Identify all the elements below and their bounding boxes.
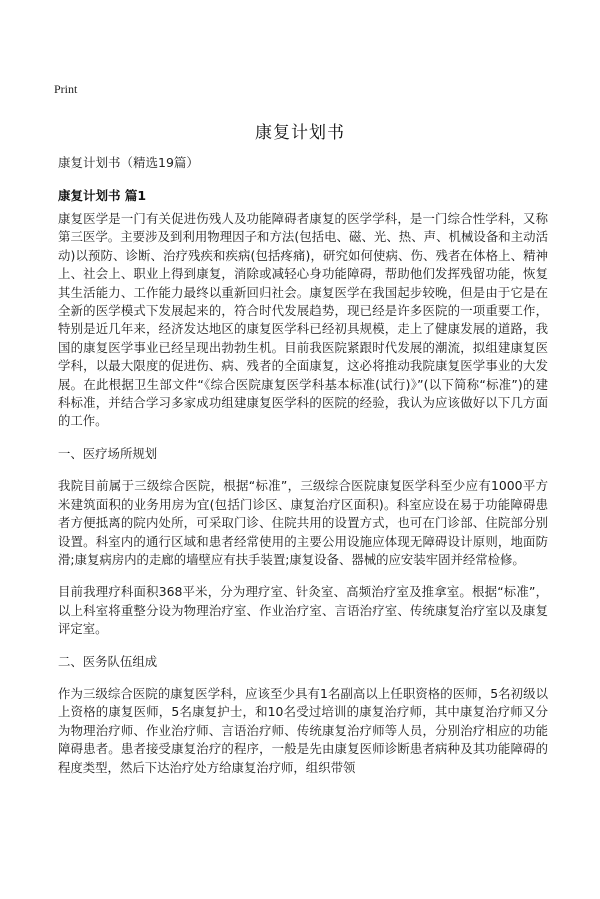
- document-body: [58, 210, 548, 791]
- document-subtitle: 康复计划书（精选19篇）: [58, 155, 199, 170]
- section-heading: 康复计划书 篇1: [58, 188, 147, 203]
- print-label: Print: [54, 82, 78, 96]
- heading-medical-site-planning: 一、医疗场所规划: [58, 445, 158, 461]
- paragraph-intro: 康复医学是一门有关促进伤残人及功能障碍者康复的医学学科，是一门综合性学科，又称第三医学。主要涉及到利用物理因子和方法(包括电、磁、光、热、声、机械设备和主动活动)以预防、诊断、治疗残疾和疾病(包括疼痛)，研究如何使病、伤、残者在体格上、精神上、社会上、职业上得到康复，消除或减轻心身功能障碍，帮助他们发挥残留功能，恢复其生活能力、工作能力最终以重新回归社会。康复医学在我国起步较晚，但是由于它是在全新的医学模式下发展起来的，符合时代发展趋势，现已经是许多医院的一项重要工作，特别是近几年来，经济发达地区的康复医学科已经初具规模，走上了健康发展的道路，我国的康复医学事业已经呈现出勃勃生机。目前我医院紧跟时代发展的潮流，拟组建康复医学科，以最大限度的促进伤、病、残者的全面康复，这必将推动我院康复医学事业的大发展。在此根据卫生部文件“《综合医院康复医学科基本标准(试行)》”(以下简称“标准”)的建科标准，并结合学习多家成功组建康复医学科的医院的经验，我认为应该做好以下几方面的工作。: [58, 211, 548, 429]
- paragraph-current-area: 目前我理疗科面积368平米，分为理疗室、针灸室、高频治疗室及推拿室。根据“标准”，以上科室将重整分设为物理治疗室、作业治疗室、言语治疗室、传统康复治疗室以及康复评定室。: [58, 584, 548, 637]
- heading-staff-composition: 二、医务队伍组成: [58, 653, 158, 669]
- paragraph-staff-details: 作为三级综合医院的康复医学科，应该至少具有1名副高以上任职资格的医师，5名初级以上资格的康复医师，5名康复护士，和10名受过培训的康复治疗师，其中康复治疗师又分为物理治疗师、作业治疗师、言语治疗师、传统康复治疗师等人员，分别治疗相应的功能障碍患者。患者接受康复治疗的程序，一般是先由康复医师诊断患者病种及其功能障碍的程度类型，然后下达治疗处方给康复治疗师，组织带领: [58, 685, 548, 775]
- document-title: 康复计划书: [255, 123, 345, 143]
- paragraph-site-requirements: 我院目前属于三级综合医院，根据“标准”，三级综合医院康复医学科至少应有1000平方米建筑面积的业务用房为宜(包括门诊区、康复治疗区面积)。科室应设在易于功能障碍患者方便抵离的院内处所，可采取门诊、住院共用的设置方式，也可在门诊部、住院部分别设置。科室内的通行区域和患者经常使用的主要公用设施应体现无障碍设计原则，地面防滑;康复病房内的走廊的墙壁应有扶手装置;康复设备、器械的应安装牢固并经常检修。: [58, 478, 548, 567]
